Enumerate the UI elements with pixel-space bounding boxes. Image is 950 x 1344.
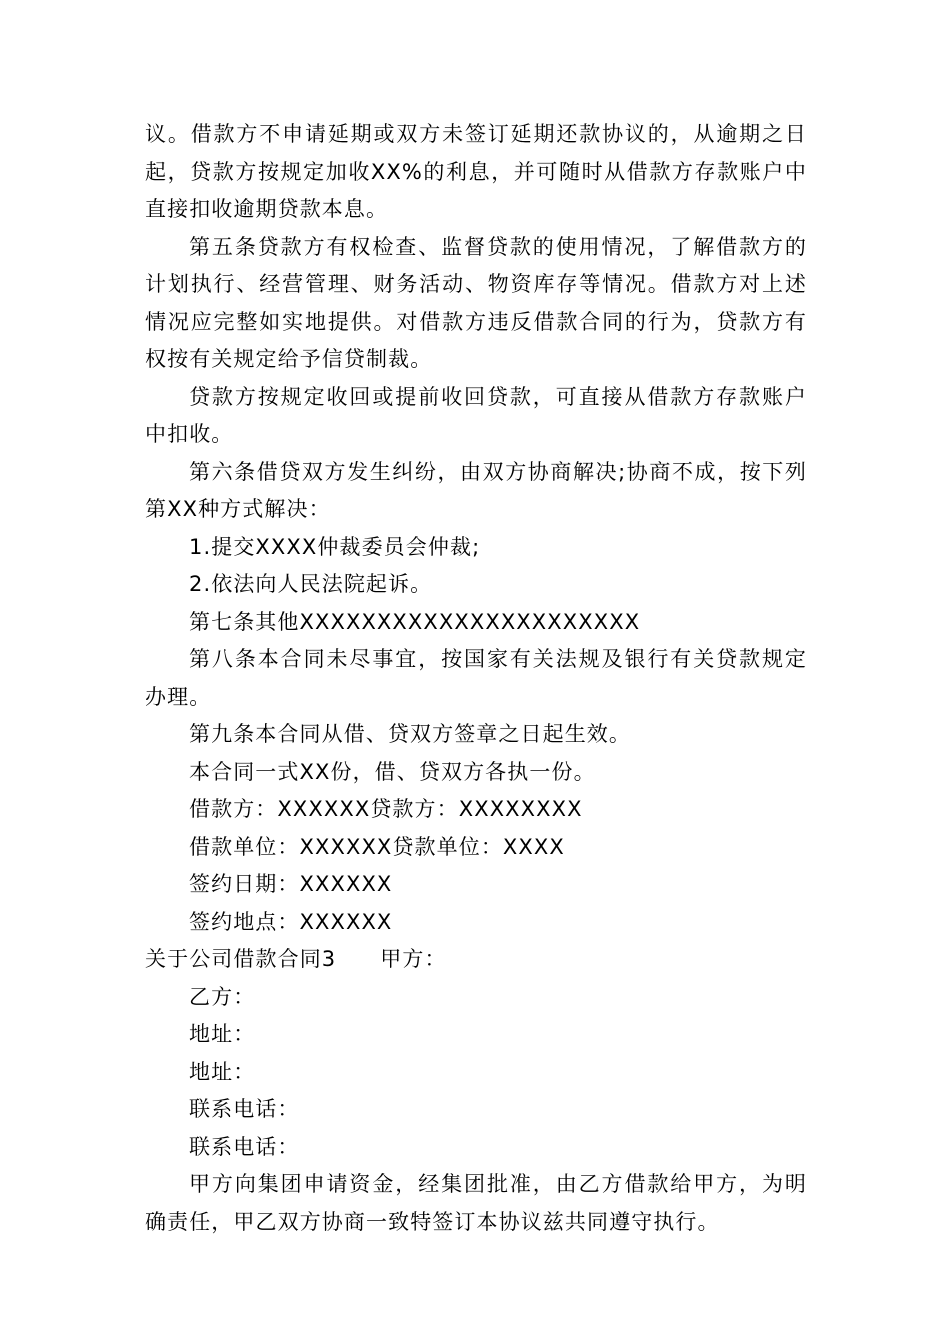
document-page bbox=[145, 116, 807, 1241]
section-title: 关于公司借款合同3 bbox=[145, 947, 337, 971]
paragraph-option-arbitration: 1.提交XXXX仲裁委员会仲裁; bbox=[189, 534, 481, 559]
paragraph-sign-date: 签约日期：XXXXXX bbox=[189, 872, 393, 896]
paragraph-article-7: 第七条其他XXXXXXXXXXXXXXXXXXXXXX bbox=[189, 609, 641, 634]
paragraph-overdue-interest: 议。借款方不申请延期或双方未签订延期还款协议的，从逾期之日起，贷款方按规定加收XX%的利息，并可随时从借款方存款账户中直接扣收逾期贷款本息。 bbox=[145, 122, 807, 221]
paragraph-units: 借款单位：XXXXXX贷款单位：XXXX bbox=[189, 834, 565, 859]
party-a-label: 甲方： bbox=[380, 947, 447, 971]
section-heading-row bbox=[145, 941, 807, 979]
paragraph-article-8: 第八条本合同未尽事宜，按国家有关法规及银行有关贷款规定办理。 bbox=[145, 647, 807, 709]
paragraph-parties: 借款方：XXXXXX贷款方：XXXXXXXX bbox=[189, 797, 583, 821]
field-address: 地址： bbox=[189, 1059, 256, 1084]
paragraph-copies: 本合同一式XX份，借、贷双方各执一份。 bbox=[189, 759, 596, 784]
paragraph-option-court: 2.依法向人民法院起诉。 bbox=[189, 572, 433, 596]
paragraph-recover-loan: 贷款方按规定收回或提前收回贷款，可直接从借款方存款账户中扣收。 bbox=[145, 384, 807, 446]
paragraph-sign-place: 签约地点：XXXXXX bbox=[189, 909, 393, 934]
paragraph-closing: 甲方向集团申请资金，经集团批准，由乙方借款给甲方，为明确责任，甲乙双方协商一致特签订本协议兹共同遵守执行。 bbox=[145, 1172, 807, 1234]
paragraph-article-6: 第六条借贷双方发生纠纷，由双方协商解决;协商不成，按下列第XX种方式解决： bbox=[145, 459, 807, 521]
paragraph-article-5: 第五条贷款方有权检查、监督贷款的使用情况，了解借款方的计划执行、经营管理、财务活动、物资库存等情况。借款方对上述情况应完整如实地提供。对借款方违反借款合同的行为，贷款方有权按有关规定给予信贷制裁。 bbox=[145, 234, 807, 371]
field-party-b: 乙方： bbox=[189, 984, 256, 1009]
field-phone: 联系电话： bbox=[189, 1134, 300, 1159]
field-phone: 联系电话： bbox=[189, 1097, 300, 1121]
field-address: 地址： bbox=[189, 1022, 256, 1046]
paragraph-article-9: 第九条本合同从借、贷双方签章之日起生效。 bbox=[189, 722, 631, 746]
